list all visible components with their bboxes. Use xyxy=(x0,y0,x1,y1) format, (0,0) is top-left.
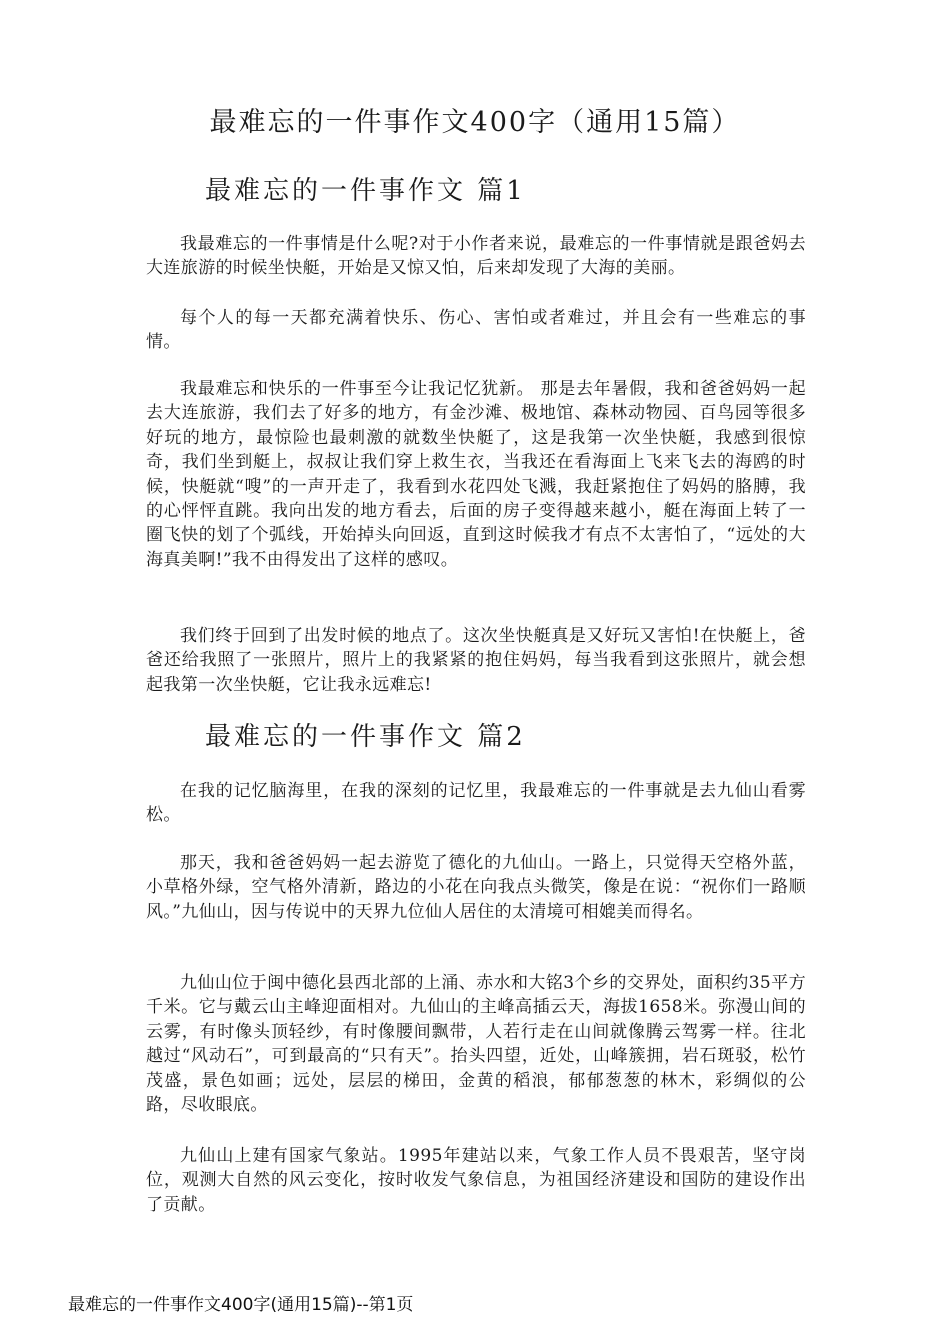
paragraph: 九仙山位于闽中德化县西北部的上涌、赤水和大铭3个乡的交界处，面积约35平方千米。它与戴云山主峰迎面相对。九仙山的主峰高插云天，海拔1658米。弥漫山间的云雾，有时像头顶轻纱，有时像腰间飘带，人若行走在山间就像腾云驾雾一样。往北越过“风动石”，可到最高的“只有天”。抬头四望，近处，山峰簇拥，岩石斑驳，松竹茂盛，景色如画；远处，层层的梯田，金黄的稻浪，郁郁葱葱的林木，彩绸似的公路，尽收眼底。 xyxy=(146,973,806,1116)
paragraph: 我们终于回到了出发时候的地点了。这次坐快艇真是又好玩又害怕!在快艇上，爸爸还给我照了一张照片，照片上的我紧紧的抱住妈妈，每当我看到这张照片，就会想起我第一次坐快艇，它让我永远难忘! xyxy=(146,626,806,695)
paragraph: 那天，我和爸爸妈妈一起去游览了德化的九仙山。一路上，只觉得天空格外蓝，小草格外绿，空气格外清新，路边的小花在向我点头微笑，像是在说：“祝你们一路顺风。”九仙山，因与传说中的天界九位仙人居住的太清境可相媲美而得名。 xyxy=(146,853,806,922)
section-heading-1: 最难忘的一件事作文 篇1 xyxy=(205,176,526,206)
document-title: 最难忘的一件事作文400字（通用15篇） xyxy=(209,107,741,138)
paragraph: 我最难忘的一件事情是什么呢?对于小作者来说，最难忘的一件事情就是跟爸妈去大连旅游的时候坐快艇，开始是又惊又怕，后来却发现了大海的美丽。 xyxy=(146,234,806,279)
paragraph: 在我的记忆脑海里，在我的深刻的记忆里，我最难忘的一件事就是去九仙山看雾松。 xyxy=(146,781,806,826)
page-footer: 最难忘的一件事作文400字(通用15篇)--第1页 xyxy=(68,1295,414,1315)
paragraph: 每个人的每一天都充满着快乐、伤心、害怕或者难过，并且会有一些难忘的事情。 xyxy=(146,308,806,353)
paragraph: 九仙山上建有国家气象站。1995年建站以来，气象工作人员不畏艰苦，坚守岗位，观测大自然的风云变化，按时收发气象信息，为祖国经济建设和国防的建设作出了贡献。 xyxy=(146,1146,806,1215)
paragraph: 我最难忘和快乐的一件事至今让我记忆犹新。 那是去年暑假，我和爸爸妈妈一起去大连旅游，我们去了好多的地方，有金沙滩、极地馆、森林动物园、百鸟园等很多好玩的地方，最惊险也最刺激的就数坐快艇了，这是我第一次坐快艇，我感到很惊奇，我们坐到艇上，叔叔让我们穿上救生衣，当我还在看海面上飞来飞去的海鸥的时候，快艇就“嗖”的一声开走了，我看到水花四处飞溅，我赶紧抱住了妈妈的胳膊，我的心怦怦直跳。我向出发的地方看去，后面的房子变得越来越小，艇在海面上转了一圈飞快的划了个弧线，开始掉头向回返，直到这时候我才有点不太害怕了，“远处的大海真美啊!”我不由得发出了这样的感叹。 xyxy=(146,379,806,570)
section-heading-2: 最难忘的一件事作文 篇2 xyxy=(205,722,526,752)
